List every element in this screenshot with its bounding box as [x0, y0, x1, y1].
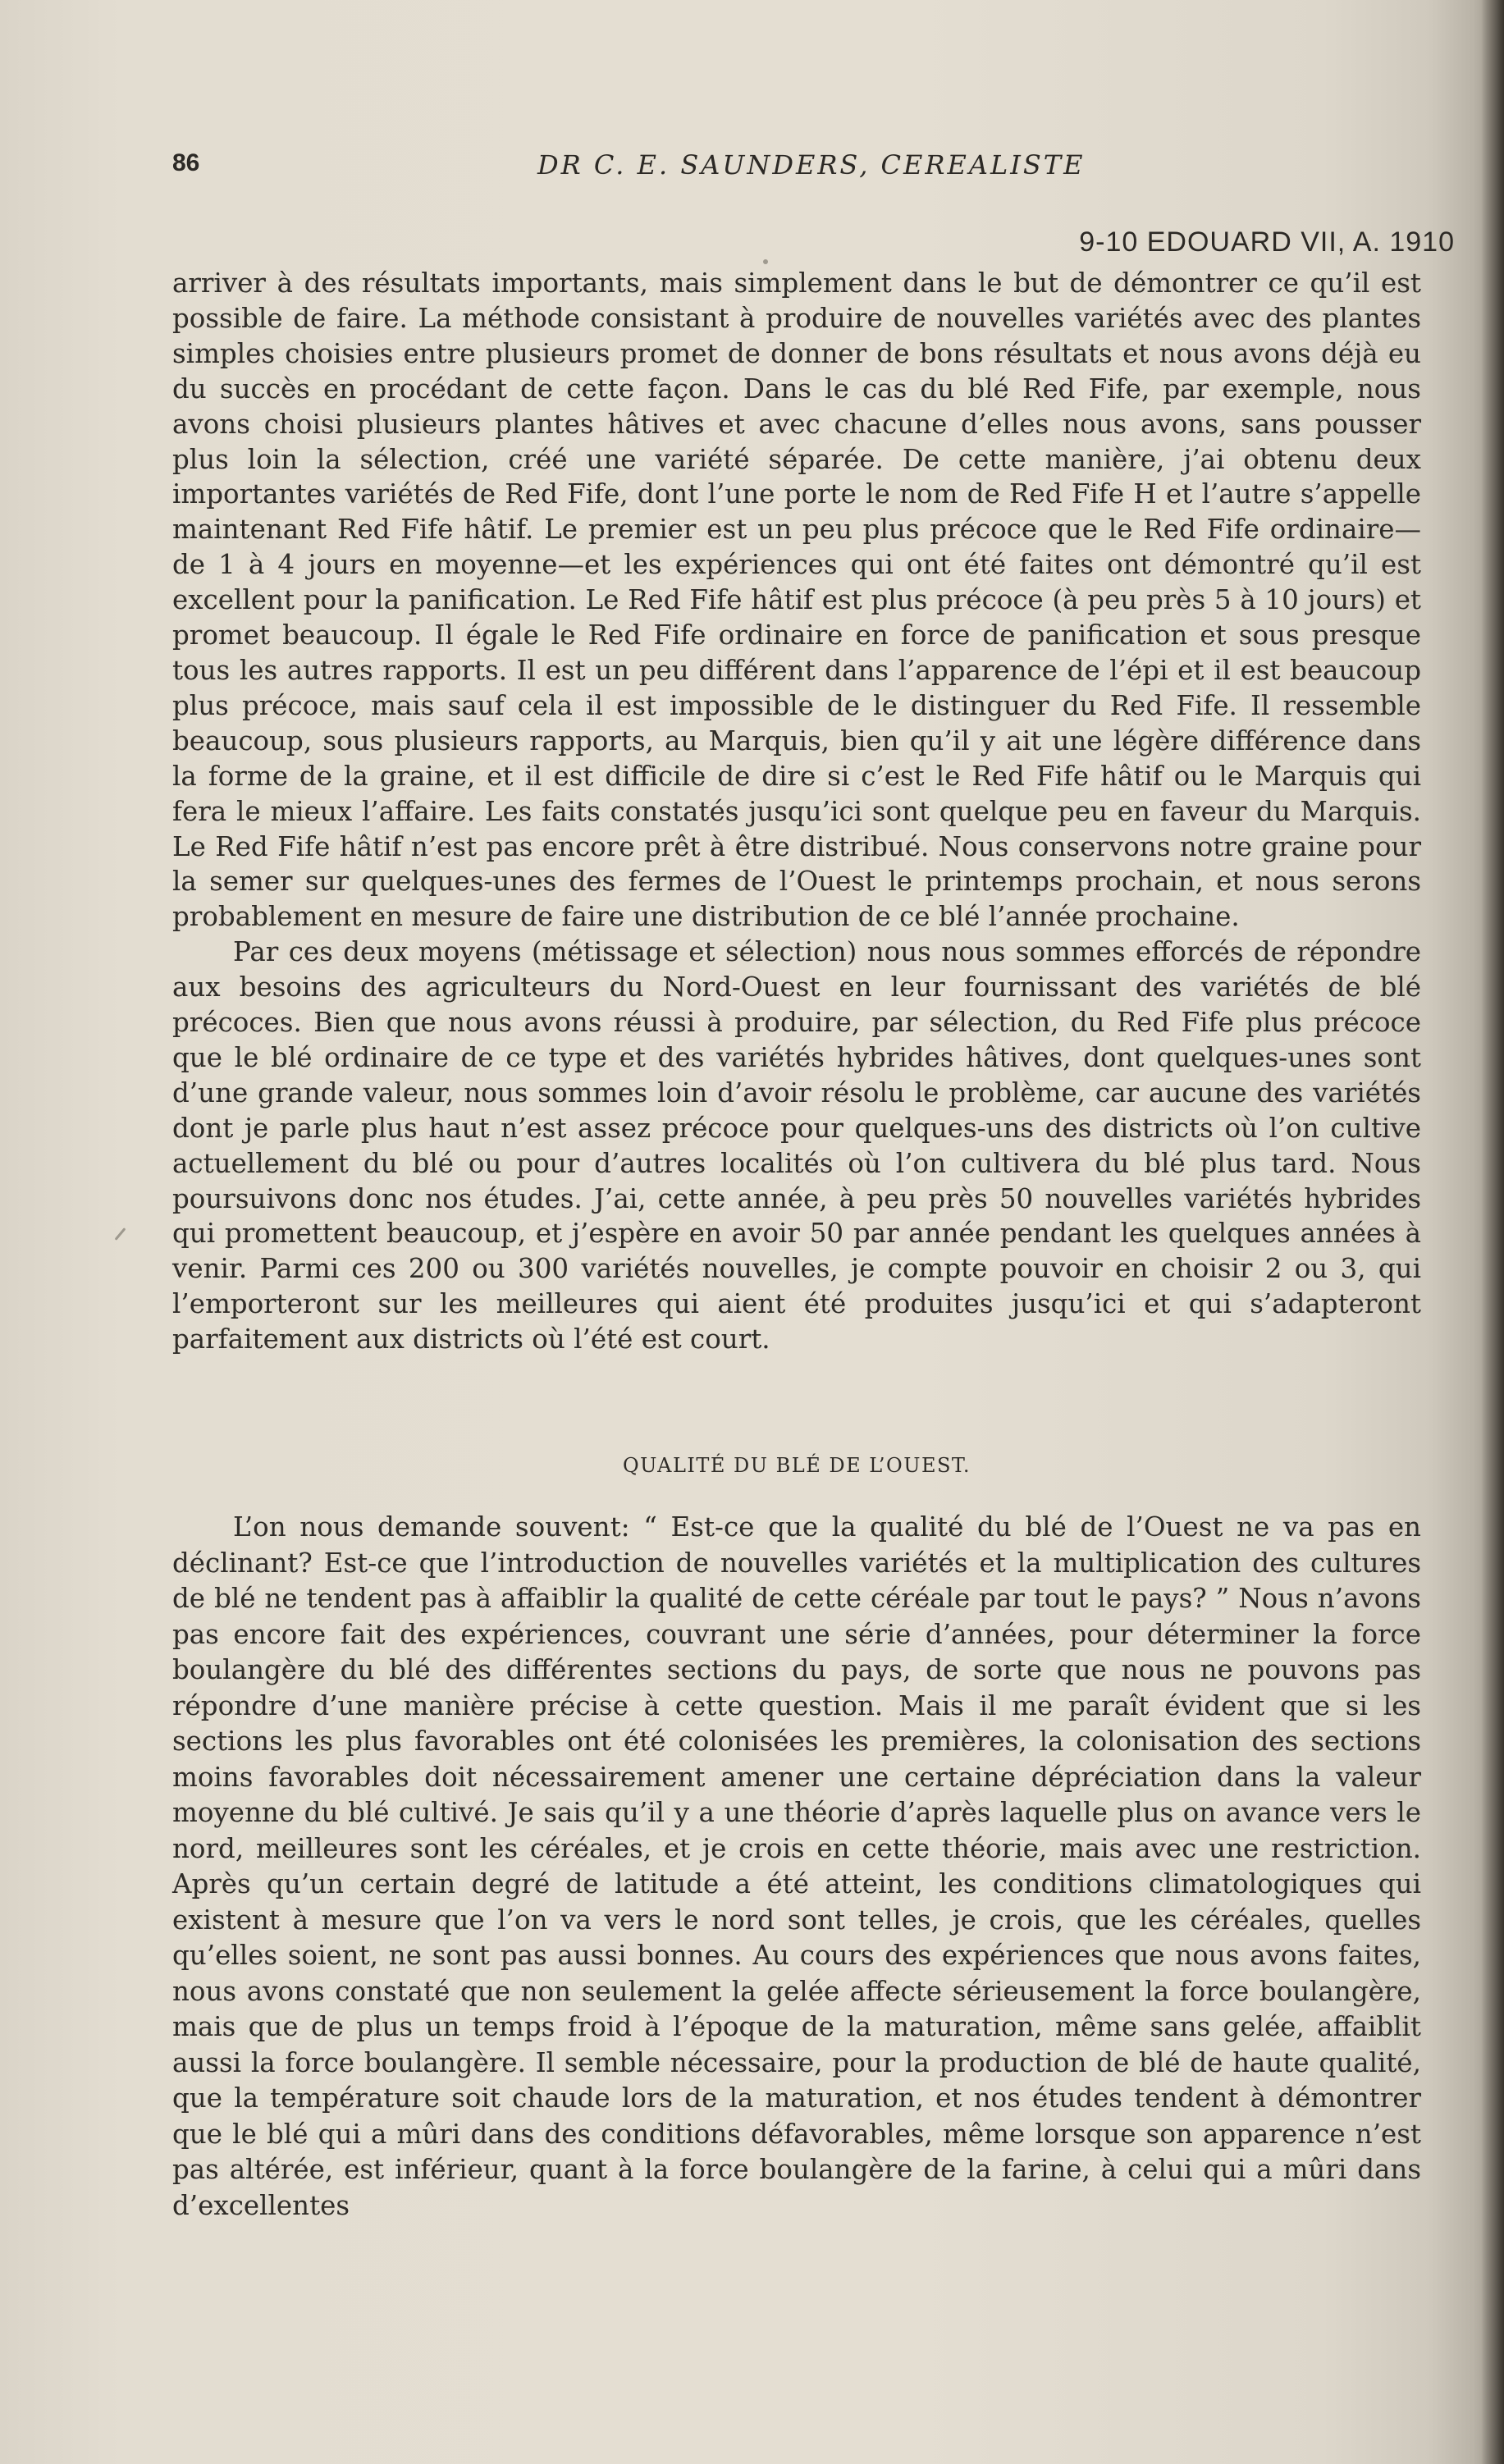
paragraph: L’on nous demande souvent: “ Est-ce que la qualité du blé de l’Ouest ne va pas en déclinant? Est-ce que l’introduction de nouvelles variétés et la multiplication des cultures de blé ne tendent pas à affaiblir la qualité de cette céréale par tout le pays? ” Nous n’avons pas encore fait des expériences, couvrant une série d’années, pour déterminer la force boulangère du blé des différentes sections du pays, de sorte que nous ne pouvons pas répondre d’une manière précise à cette question. Mais il me paraît évident que si les sections les plus favorables ont été colonisées les premières, la colonisation des sections moins favorables doit nécessairement amener une certaine dépréciation dans la valeur moyenne du blé cultivé. Je sais qu’il y a une théorie d’après laquelle plus on avance vers le nord, meilleures sont les céréales, et je crois en cette théorie, mais avec une restriction. Après qu’un certain degré de latitude a été atteint, les conditions climatologiques qui existent à mesure que l’on va vers le nord sont telles, je crois, que les céréales, quelles qu’elles soient, ne sont pas aussi bonnes. Au cours des expériences que nous avons faites, nous avons constaté que non seulement la gelée affecte sérieusement la force boulangère, mais que de plus un temps froid à l’époque de la maturation, même sans gelée, affaiblit aussi la force boulangère. Il semble nécessaire, pour la production de blé de haute qualité, que la température soit chaude lors de la maturation, et nos études tendent à démontrer que le blé qui a mûri dans des conditions défavorables, même lorsque son apparence n’est pas altérée, est inférieur, quant à la force boulangère de la farine, à celui qui a mûri dans d’excellentes [172, 1511, 1421, 2221]
page-number: 86 [172, 149, 200, 176]
paragraph: Par ces deux moyens (métissage et sélection) nous nous sommes efforcés de répondre aux besoins des agriculteurs du Nord-Ouest en leur fournissant des variétés de blé précoces. Bien que nous avons réussi à produire, par sélection, du Red Fife plus précoce que le blé ordinaire de ce type et des variétés hybrides hâtives, dont quelques-unes sont d’une grande valeur, nous sommes loin d’avoir résolu le problème, car aucune des variétés dont je parle plus haut n’est assez précoce pour quelques-uns des districts où l’on cultive actuellement du blé ou pour d’autres localités où l’on cultivera du blé plus tard. Nous poursuivons donc nos études. J’ai, cette année, à peu près 50 nouvelles variétés hybrides qui promettent beaucoup, et j’espère en avoir 50 par année pendant les quelques années à venir. Parmi ces 200 ou 300 variétés nouvelles, je compte pouvoir en choisir 2 ou 3, qui l’emporteront sur les meilleures qui aient été produites jusqu’ici et qui s’adapteront parfaitement aux districts où l’été est court. [172, 936, 1421, 1355]
print-speck [763, 259, 768, 264]
page-header [172, 149, 1419, 199]
body-text-section-1 [172, 266, 1421, 1357]
body-text-section-2 [172, 1510, 1421, 2224]
print-mark [115, 1227, 126, 1241]
section-heading: QUALITÉ DU BLÉ DE L’OUEST. [622, 1454, 971, 1477]
book-spine-shadow [1481, 0, 1504, 2464]
session-reference: 9-10 EDOUARD VII, A. 1910 [1079, 226, 1455, 258]
running-title: DR C. E. SAUNDERS, CEREALISTE [537, 149, 1086, 181]
paragraph-continuation: arriver à des résultats importants, mais simplement dans le but de démontrer ce qu’il est possible de faire. La méthode consistant à produire de nouvelles variétés avec des plantes simples choisies entre plusieurs promet de donner de bons résultats et nous avons déjà eu du succès en procédant de cette façon. Dans le cas du blé Red Fife, par exemple, nous avons choisi plusieurs plantes hâtives et avec chacune d’elles nous avons, sans pousser plus loin la sélection, créé une variété séparée. De cette manière, j’ai obtenu deux importantes variétés de Red Fife, dont l’une porte le nom de Red Fife H et l’autre s’appelle maintenant Red Fife hâtif. Le premier est un peu plus précoce que le Red Fife ordinaire—de 1 à 4 jours en moyenne—et les expériences qui ont été faites ont démontré qu’il est excellent pour la panification. Le Red Fife hâtif est plus précoce (à peu près 5 à 10 jours) et promet beaucoup. Il égale le Red Fife ordinaire en force de panification et sous presque tous les autres rapports. Il est un peu différent dans l’apparence de l’épi et il est beaucoup plus précoce, mais sauf cela il est impossible de le distinguer du Red Fife. Il ressemble beaucoup, sous plusieurs rapports, au Marquis, bien qu’il y ait une légère différence dans la forme de la graine, et il est difficile de dire si c’est le Red Fife hâtif ou le Marquis qui fera le mieux l’affaire. Les faits constatés jusqu’ici sont quelque peu en faveur du Marquis. Le Red Fife hâtif n’est pas encore prêt à être distribué. Nous conservons notre graine pour la semer sur quelques-unes des fermes de l’Ouest le printemps prochain, et nous serons probablement en mesure de faire une distribution de ce blé l’année prochaine. [172, 267, 1421, 933]
